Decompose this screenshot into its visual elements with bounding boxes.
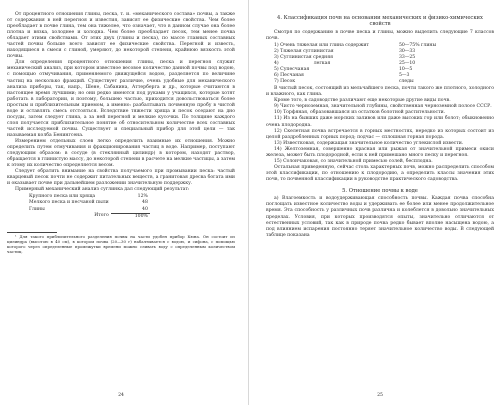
class-label: 7) Песок	[274, 79, 296, 85]
composition-label: Мелкого песка и песчаной пыли	[29, 200, 109, 206]
paragraph: 9) Чисто черноземная, значительной глубины, свойственная черноземной полосе СССР.	[274, 104, 492, 110]
composition-value: 12%	[137, 194, 148, 200]
page-number-right: 25	[377, 393, 383, 398]
class-value: 30—33	[398, 48, 416, 54]
composition-label: Крупного песка или хряща	[29, 194, 96, 200]
paragraph: 14) Желтоземная, совершенно красная или рыжая от значительной примеси окиси железа, может быть плодородной, если к ней примешано много песку и перегноя.	[266, 146, 494, 158]
section-title: 5. Отношение почвы к воде	[342, 187, 418, 194]
paragraph: От процентного отношения глины, песка, т. и. «механического состава» почвы, а также от содержания в ней перегноя и известия, зависят ее физические свойства. Чем более преобладает в почве глина, тем она тяжелее, что означает, что в данном случае она более плотна и вязка, холоднее и холодна. Чем более преобладает песок, тем менее почва обладает этими свойствами. От этих двух (глины и песка), по массе главных составных частей почвы больше всего зависят ее физические свойства. Перегной и известь, находящиеся в смеси с глиной, умеряют, до некоторой степени, крайнюю вязкость этой почвы.	[7, 12, 235, 60]
composition-value: 40	[142, 206, 148, 212]
paragraph: Для определения процентного отношения глины, песка и перегноя служит механический анализ, при котором известное весовое количество данной почвы под водою, с помощью отмучивания, применяемого движущейся водою, разделяется по величине частиц на несколько фракций. Существует различие, очень удобные для механического анализа приборы, так, напр., Шене, Сабанина, Аттерберга и др., которые считаются в настоящее время лучшими; но они редко имеются под руками у учащихся, которые хотят работать в лаборатории, и поэтому, большею частью, приходится довольствоваться более простым и приблизительным приемом, а именно: разбалтывать почвенную пробу в чистой воде и оставлять смесь отстояться. Вследствие тяжести хряща и песок оседают на дно посуды, затем следует глина, а за ней перегной и мелкие кусочки. По толщине каждого слоя получается приблизительное понятие об относительном количестве всех составных частей исследуемой почвы. Существует и специальный прибор для этой цели — так называемая колба Бенингсена.	[7, 60, 235, 138]
page-gutter	[248, 0, 249, 405]
paragraph: 11) Из на бывших даже морских заливов или даже высоких гор или болот; обыкновенно очень плодородна.	[266, 116, 494, 128]
class-label: 2) Тяжелая суглинистая	[274, 48, 334, 54]
paragraph: Примерный механический анализ суглинка дал следующий результат:	[15, 187, 190, 193]
right-page	[266, 12, 494, 239]
list-item	[272, 79, 438, 85]
paragraph: 10) Торфяная, образовавшаяся из остатков болотной растительности.	[274, 110, 446, 116]
paragraph: 15) Солончаковая, со значительной примесью солей, бесплодна.	[274, 158, 433, 164]
composition-label: Глины	[29, 206, 45, 212]
class-value: 5—3	[398, 73, 410, 79]
paragraph: Измерением отдельных слоев легко определить взаимные их отношения. Можно определить путем отмучивания и фракционирования частиц в воде. Например, поступают следующим образом: в сосуде (в стеклянный цилиндр) в котором, находят раствор, обращается в глинистую массу, до некоторой степени в расчете на мелкие частицы, а затем к этому их количество определяется весом.	[7, 138, 235, 169]
paragraph: Следует обратить внимание на свойства получаемого при промывании песка: частый кварцевый песок почти не содержит питательных веществ, а гранитовая дресва богата ими и оказывает почве при дальнейшем разложении значительную поддержку.	[7, 169, 235, 187]
paragraph: Смотря по содержанию в почве песка и глины, можно выделить следующие 7 классов почв.	[266, 29, 494, 41]
table-row	[27, 213, 150, 220]
class-label: 6) Песчаная	[274, 73, 304, 79]
class-label: 5) Супесчаная	[274, 67, 310, 73]
paragraph: Кроме того, в садоводстве различают еще некоторые другие виды почв.	[274, 98, 451, 104]
class-label: 1) Очень тяжелая или глина содержит	[274, 42, 369, 48]
total-value: 100%	[111, 213, 150, 220]
total-label: Итого	[94, 213, 109, 219]
paragraph: Остальная приведенную, сейчас столь характерных почв, можно распределить способом этой классификации, по отношению к плодородию, а определить классы значения этих почв, то почвенной классификации в руководстве практического садоводства.	[266, 164, 494, 182]
footnote: ¹ Для такого приблизительного разделения почвы на части удобен прибор Кюна. Он состоит из цилиндра (высотою в 40 см), в котором почва (20—30 г) набалтывается с водою, и сифона, с помощью которого через определенные промежутки времени можно сливать воду с определенным количеством частиц.	[7, 233, 235, 254]
class-label: 4) легкая	[274, 61, 331, 67]
left-page	[7, 12, 235, 254]
paragraph: В чистый песок, состоящий из мельчайшего песка, почти такого же плотного, холодного и влажного, как глина.	[266, 86, 494, 98]
paragraph: 13) Известковая, содержащая значительное количество углекислой извести.	[274, 140, 464, 146]
class-value: 10—5	[398, 67, 413, 73]
page-number-left: 24	[118, 393, 124, 398]
class-label: 3) Суглинистая средняя	[274, 55, 334, 60]
class-value: 50—75% глины	[398, 42, 437, 48]
paragraph: 12) Скелетная почва встречается в горных местностях, нередко из которых состоит из целой раздробленных горных пород; подчас — сплошная горная порода.	[266, 128, 494, 140]
soil-class-list	[272, 43, 438, 85]
class-value: 25—10	[398, 61, 416, 67]
class-value: 33—25	[398, 55, 416, 60]
paragraph: а) Влагоемкость и водоудерживающая способность почвы. Каждая почва способна поглощать известное количество воды и удерживать ее более или менее продолжительное время. Эта способность у различных почв различна и колеблется в довольно значительных пределах. Условия, при которых производятся опыты, значительно отличаются от естественных условий, так как в природе почва редко бывает вполне насыщена водою, а под влиянием испарения постоянно теряет значительное количество воды. В следующей таблице показана	[266, 196, 494, 238]
footnote-rule	[7, 232, 57, 233]
section-title: 4. Классификация почв на основании механических и физико-химических свойств	[277, 15, 483, 28]
composition-value: 48	[142, 200, 148, 206]
composition-table	[27, 194, 150, 219]
class-value: следы	[398, 79, 414, 85]
